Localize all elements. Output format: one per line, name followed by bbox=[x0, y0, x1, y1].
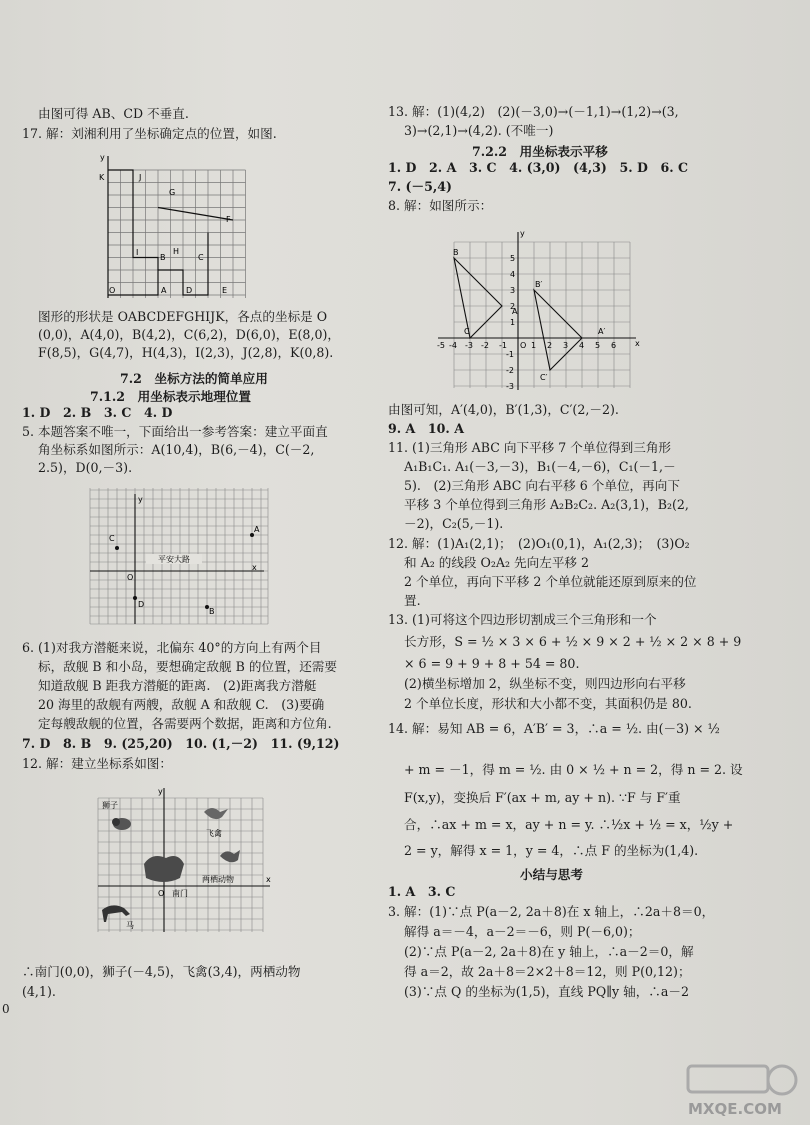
text-line: 1. D 2. B 3. C 4. D bbox=[22, 405, 173, 420]
x-tick: -5 bbox=[437, 341, 445, 350]
text-line: ∴南门(0,0)，狮子(－4,5)，飞禽(3,4)，两栖动物 bbox=[22, 964, 301, 979]
section-heading: 7.2 坐标方法的简单应用 bbox=[120, 371, 268, 386]
text-line: 14. 解：易知 AB = 6，A′B′ = 3，∴a = ½. 由(－3) × ½ bbox=[388, 721, 720, 736]
y-tick: -1 bbox=[506, 350, 514, 359]
text-line: 5). (2)三角形 ABC 向右平移 6 个单位，再向下 bbox=[404, 478, 680, 493]
building-icon bbox=[144, 856, 184, 882]
x-tick: 3 bbox=[563, 341, 569, 350]
text-line: 12. 解：建立坐标系如图： bbox=[22, 756, 172, 771]
axis-label-y: y bbox=[100, 153, 105, 162]
text-line: (4,1). bbox=[22, 984, 56, 999]
point-label: B bbox=[160, 253, 166, 262]
text-line: 知道敌舰 B 距我方潜艇的距离. (2)距离我方潜艇 bbox=[38, 678, 317, 693]
horse-label: 马 bbox=[126, 921, 134, 930]
page-number: 0 bbox=[2, 1002, 10, 1016]
figure-17 bbox=[96, 148, 256, 303]
point-label: B bbox=[453, 248, 459, 257]
text-line: A₁B₁C₁. A₁(－3,－3)，B₁(－4,－6)，C₁(－1,－ bbox=[404, 459, 676, 474]
road-label: 平安大路 bbox=[158, 555, 190, 564]
point-label: J bbox=[139, 173, 142, 182]
text-line: 2 = y，解得 x = 1，y = 4，∴点 F 的坐标为(1,4). bbox=[404, 843, 699, 858]
text-line: 7. D 8. B 9. (25,20) 10. (1,－2) 11. (9,12) bbox=[22, 736, 340, 751]
point-label: D bbox=[138, 600, 145, 609]
text-line: 9. A 10. A bbox=[388, 421, 464, 436]
origin-label: O bbox=[127, 573, 134, 582]
x-tick: -1 bbox=[499, 341, 507, 350]
text-line: 1. A 3. C bbox=[388, 884, 456, 899]
gate-label: 南门 bbox=[172, 889, 188, 898]
x-tick: -3 bbox=[465, 341, 473, 350]
text-line: 得 a＝2，故 2a＋8＝2×2＋8＝12，则 P(0,12)； bbox=[404, 964, 691, 979]
text-line: 13. 解：(1)(4,2) (2)(－3,0)→(－1,1)→(1,2)→(3, bbox=[388, 104, 679, 119]
axis-label-y: y bbox=[520, 229, 525, 238]
axis-label-x: x bbox=[635, 339, 640, 348]
lion-label: 狮子 bbox=[102, 801, 118, 810]
x-tick: -4 bbox=[449, 341, 457, 350]
text-line: (2)横坐标增加 2，纵坐标不变，则四边形向右平移 bbox=[404, 676, 686, 691]
axis-label-x: x bbox=[252, 563, 257, 572]
y-tick: 4 bbox=[510, 270, 516, 279]
point-label: A bbox=[161, 286, 167, 295]
y-tick: 2 bbox=[510, 302, 516, 311]
y-tick: 1 bbox=[510, 318, 516, 327]
text-line: 由图可知，A′(4,0)，B′(1,3)，C′(2,－2). bbox=[388, 402, 619, 417]
point-label: H bbox=[173, 247, 180, 256]
point-label: B bbox=[209, 607, 215, 616]
point-label: A bbox=[512, 307, 518, 316]
x-tick: 2 bbox=[547, 341, 553, 350]
text-line: 2 个单位，再向下平移 2 个单位就能还原到原来的位 bbox=[404, 574, 697, 589]
turtle-icon bbox=[220, 850, 240, 862]
axis-label-y: y bbox=[138, 495, 143, 504]
amphibian-label: 两栖动物 bbox=[202, 875, 234, 884]
section-heading: 小结与思考 bbox=[520, 867, 583, 882]
x-tick: 5 bbox=[595, 341, 601, 350]
point-label: A bbox=[254, 525, 260, 534]
birds-label: 飞禽 bbox=[206, 829, 222, 838]
text-line: × 6 = 9 + 9 + 8 + 54 = 80. bbox=[404, 656, 580, 671]
text-line: 合，∴ax + m = x，ay + n = y. ∴½x + ½ = x，½y + bbox=[404, 817, 734, 832]
text-line: F(8,5)，G(4,7)，H(4,3)，I(2,3)，J(2,8)，K(0,8). bbox=[38, 345, 334, 360]
text-line: 长方形，S = ½ × 3 × 6 + ½ × 9 × 2 + ½ × 2 × 8 + 9 bbox=[404, 634, 742, 649]
x-tick: 6 bbox=[611, 341, 617, 350]
text-line: 和 A₂ 的线段 O₂A₂ 先向左平移 2 bbox=[404, 555, 590, 570]
text-line: 2 个单位长度，形状和大小都不变，其面积仍是 80. bbox=[404, 696, 692, 711]
point-label: K bbox=[99, 173, 105, 182]
text-line: 3)→(2,1)→(4,2). (不唯一) bbox=[404, 123, 554, 138]
axis-label-y: y bbox=[158, 787, 163, 796]
point-label: C bbox=[464, 327, 470, 336]
text-line: 8. 解：如图所示： bbox=[388, 198, 493, 213]
text-line: 置. bbox=[404, 593, 421, 608]
point-label: B′ bbox=[535, 280, 543, 289]
watermark bbox=[684, 1060, 804, 1120]
text-line: 5. 本题答案不唯一，下面给出一参考答案：建立平面直 bbox=[22, 424, 328, 439]
text-line: 13. (1)可将这个四边形切割成三个三角形和一个 bbox=[388, 612, 657, 627]
y-tick: 5 bbox=[510, 254, 516, 263]
bird-icon bbox=[204, 808, 228, 819]
figure-12 bbox=[96, 782, 276, 942]
text-line: 3. 解：(1)∵点 P(a－2, 2a＋8)在 x 轴上，∴2a＋8＝0， bbox=[388, 904, 715, 919]
text-line: (0,0)，A(4,0)，B(4,2)，C(6,2)，D(6,0)，E(8,0)， bbox=[38, 327, 340, 342]
point-label: C′ bbox=[540, 373, 548, 382]
point-label: I bbox=[136, 248, 139, 257]
text-line: 平移 3 个单位得到三角形 A₂B₂C₂. A₂(3,1)，B₂(2, bbox=[404, 497, 689, 512]
section-heading: 7.1.2 用坐标表示地理位置 bbox=[90, 389, 251, 404]
point-label: E bbox=[222, 286, 228, 295]
figure-5 bbox=[88, 488, 270, 628]
text-line: 2.5)，D(0,－3). bbox=[38, 460, 133, 475]
x-tick: 4 bbox=[579, 341, 585, 350]
y-tick: 3 bbox=[510, 286, 516, 295]
text-line: 图形的形状是 OABCDEFGHIJK，各点的坐标是 O bbox=[38, 309, 328, 324]
point-label: F bbox=[226, 215, 231, 224]
y-tick: -3 bbox=[506, 382, 514, 391]
text-line: 解得 a＝－4，a－2＝－6，则 P(－6,0)； bbox=[404, 924, 641, 939]
text-line: 20 海里的敌舰有两艘，敌舰 A 和敌舰 C. (3)要确 bbox=[38, 697, 325, 712]
text-line: 7. (－5,4) bbox=[388, 179, 452, 194]
y-tick: -2 bbox=[506, 366, 514, 375]
text-line: 标，敌舰 B 和小岛，要想确定敌舰 B 的位置，还需要 bbox=[38, 659, 337, 674]
origin-label: O bbox=[158, 889, 165, 898]
axis-label-x: x bbox=[266, 875, 271, 884]
x-tick: -2 bbox=[481, 341, 489, 350]
text-line: 6. (1)对我方潜艇来说，北偏东 40°的方向上有两个目 bbox=[22, 640, 322, 655]
text-line: (2)∵点 P(a－2, 2a＋8)在 y 轴上，∴a－2＝0，解 bbox=[404, 944, 694, 959]
text-line: 12. 解：(1)A₁(2,1)； (2)O₁(0,1)，A₁(2,3)； (3)O₂ bbox=[388, 536, 690, 551]
text-line: 定每艘敌舰的位置，各需要两个数据，距离和方位角. bbox=[38, 716, 332, 731]
watermark-text: MXQE.COM bbox=[688, 1100, 782, 1118]
section-heading: 7.2.2 用坐标表示平移 bbox=[472, 144, 608, 159]
text-line: 由图可得 AB、CD 不垂直. bbox=[38, 106, 189, 121]
point-label: A′ bbox=[598, 327, 606, 336]
text-line: －2)，C₂(5,－1). bbox=[404, 516, 504, 531]
figure-8 bbox=[436, 228, 642, 396]
point-label: O bbox=[109, 286, 116, 295]
x-tick: 1 bbox=[531, 341, 537, 350]
text-line: 11. (1)三角形 ABC 向下平移 7 个单位得到三角形 bbox=[388, 440, 672, 455]
text-line: (3)∵点 Q 的坐标为(1,5)，直线 PQ∥y 轴，∴a－2 bbox=[404, 984, 690, 999]
point-label: G bbox=[169, 188, 176, 197]
text-line: 角坐标系如图所示：A(10,4)，B(6,－4)，C(－2, bbox=[38, 442, 315, 457]
point-label: C bbox=[198, 253, 204, 262]
point-label: C bbox=[109, 534, 115, 543]
text-line: 1. D 2. A 3. C 4. (3,0) (4,3) 5. D 6. C bbox=[388, 160, 689, 175]
point-label: D bbox=[186, 286, 193, 295]
text-line: F(x,y)，变换后 F′(ax + m, ay + n). ∵F 与 F′重 bbox=[404, 790, 681, 805]
text-line: 17. 解：刘湘利用了坐标确定点的位置，如图. bbox=[22, 126, 277, 141]
x-tick: O bbox=[520, 341, 527, 350]
text-line: + m = －1，得 m = ½. 由 0 × ½ + n = 2，得 n = 2. 设 bbox=[404, 762, 743, 777]
